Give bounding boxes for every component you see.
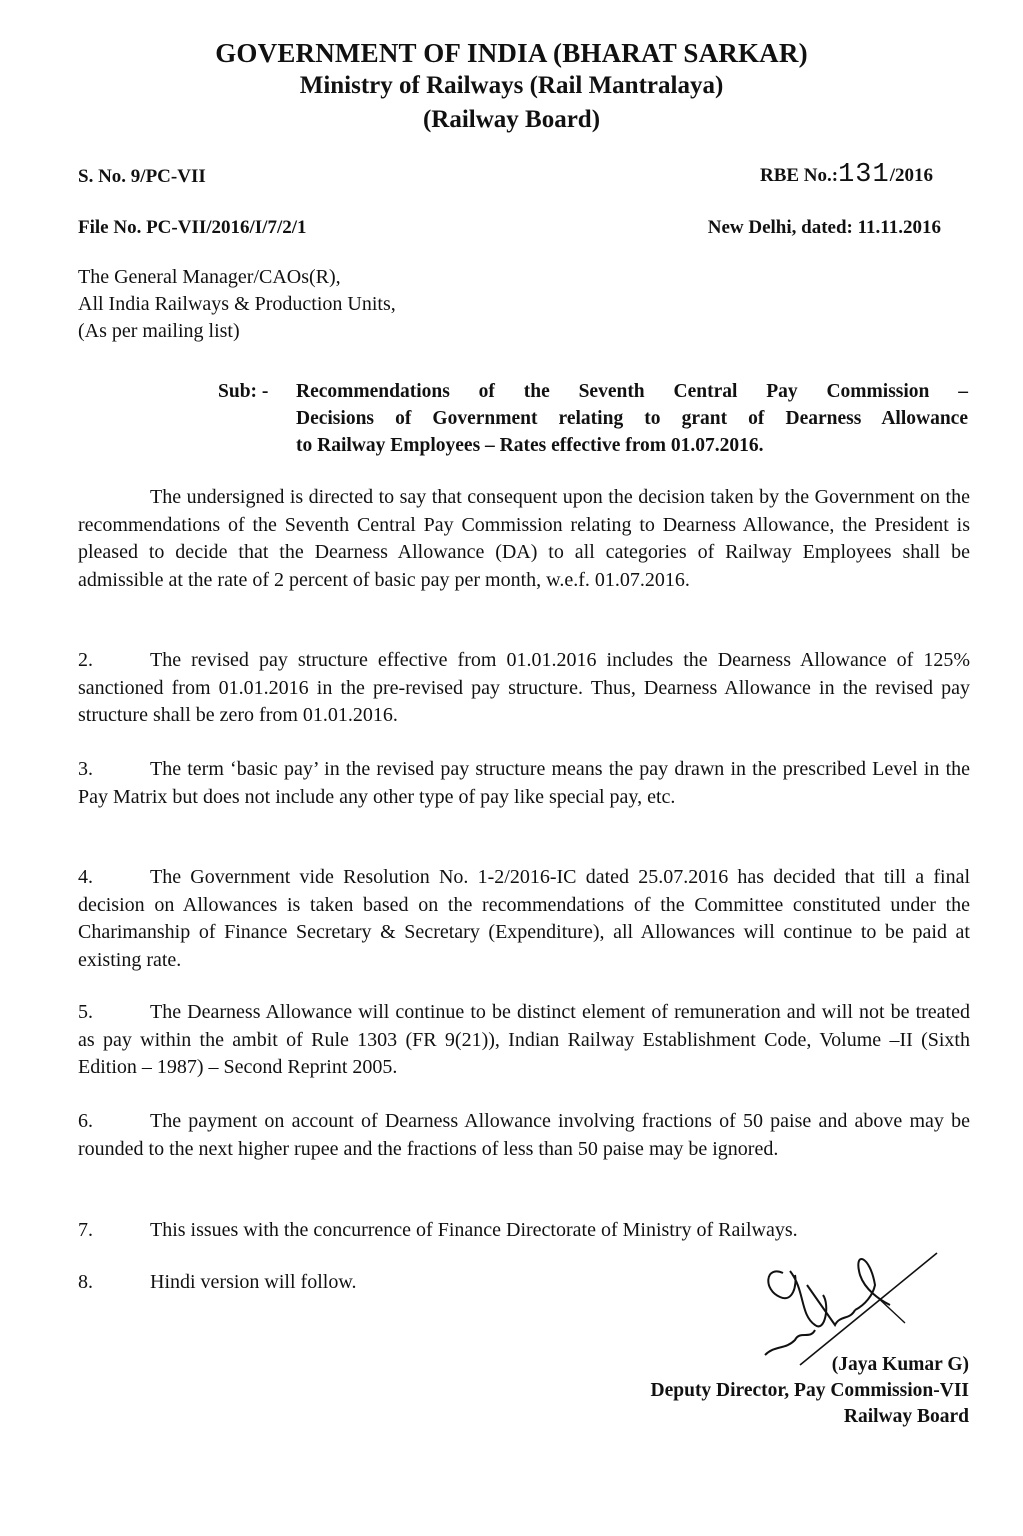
subject-text: [296, 378, 968, 459]
paragraph-text: The Dearness Allowance will continue to be distinct element of remuneration and will not be treated as pay within the ambit of Rule 1303 (FR 9(21)), Indian Railway Establishment Code, Volume –II (Sixth Edition – 1987) – Second Reprint 2005.: [78, 1001, 970, 1078]
paragraph-number: 5.: [78, 1001, 93, 1023]
signatory-designation: Deputy Director, Pay Commission-VII: [650, 1380, 969, 1401]
serial-number: S. No. 9/PC-VII: [78, 166, 206, 187]
addressee-line: All India Railways & Production Units,: [78, 293, 396, 315]
paragraph-text: The term ‘basic pay’ in the revised pay structure means the pay drawn in the prescribed Level in the Pay Matrix but does not include any other type of pay like special pay, etc.: [78, 758, 970, 808]
paragraph-number: 4.: [78, 866, 93, 888]
subject-line: Recommendations of the Seventh Central Pay Commission –: [296, 381, 968, 402]
rbe-year: /2016: [889, 165, 933, 186]
addressee: [78, 264, 396, 345]
paragraph-number: 2.: [78, 649, 93, 671]
signatory-name: (Jaya Kumar G): [831, 1354, 969, 1375]
header-ministry: Ministry of Railways (Rail Mantralaya): [299, 72, 724, 99]
paragraph-text: The payment on account of Dearness Allowance involving fractions of 50 paise and above may be rounded to the next higher rupee and the fractions of less than 50 paise may be ignored.: [78, 1110, 970, 1160]
addressee-line: (As per mailing list): [78, 320, 240, 342]
header-board: (Railway Board): [422, 106, 601, 133]
paragraph-1: [78, 484, 970, 594]
paragraph-number: 6.: [78, 1110, 93, 1132]
rbe-label: RBE No.:: [759, 165, 839, 186]
paragraph-text: The revised pay structure effective from 01.01.2016 includes the Dearness Allowance of 125% sanctioned from 01.01.2016 in the pre-revised pay structure. Thus, Dearness Allowance in the revised pay structure shall be zero from 01.01.2016.: [78, 649, 970, 726]
rbe-number: [760, 160, 933, 190]
paragraph-2: [78, 647, 970, 730]
paragraph-text: The undersigned is directed to say that consequent upon the decision taken by the Government on the recommendations of the Seventh Central Pay Commission relating to Dearness Allowance, the President is pleased to decide that the Dearness Allowance (DA) to all categories of Railway Employees shall be admissible at the rate of 2 percent of basic pay per month, w.e.f. 01.07.2016.: [78, 486, 970, 591]
paragraph-number: 7.: [78, 1219, 93, 1241]
file-number: File No. PC-VII/2016/I/7/2/1: [78, 217, 307, 238]
addressee-line: The General Manager/CAOs(R),: [78, 266, 341, 288]
subject-line: to Railway Employees – Rates effective from 01.07.2016.: [296, 435, 764, 456]
paragraph-5: [78, 999, 970, 1082]
paragraph-number: 8.: [78, 1271, 93, 1293]
header-government: GOVERNMENT OF INDIA (BHARAT SARKAR): [215, 38, 808, 68]
subject-line: Decisions of Government relating to grant of Dearness Allowance: [296, 408, 968, 429]
paragraph-4: [78, 864, 970, 974]
signatory-block: [651, 1352, 969, 1430]
rbe-stamped-number: 131: [838, 160, 890, 190]
paragraph-3: [78, 756, 970, 811]
subject-label: Sub: -: [218, 381, 269, 402]
paragraph-text: Hindi version will follow.: [150, 1271, 357, 1293]
paragraph-text: This issues with the concurrence of Finance Directorate of Ministry of Railways.: [150, 1219, 798, 1241]
signatory-office: Railway Board: [843, 1406, 969, 1427]
paragraph-6: [78, 1108, 970, 1163]
paragraph-text: The Government vide Resolution No. 1-2/2016-IC dated 25.07.2016 has decided that till a final decision on Allowances is taken based on the recommendations of the Committee constituted under the Charimanship of Finance Secretary & Secretary (Expenditure), all Allowances will continue to be paid at existing rate.: [78, 866, 970, 971]
paragraph-number: 3.: [78, 758, 93, 780]
place-date: New Delhi, dated: 11.11.2016: [707, 217, 941, 238]
paragraph-7: [78, 1217, 970, 1245]
